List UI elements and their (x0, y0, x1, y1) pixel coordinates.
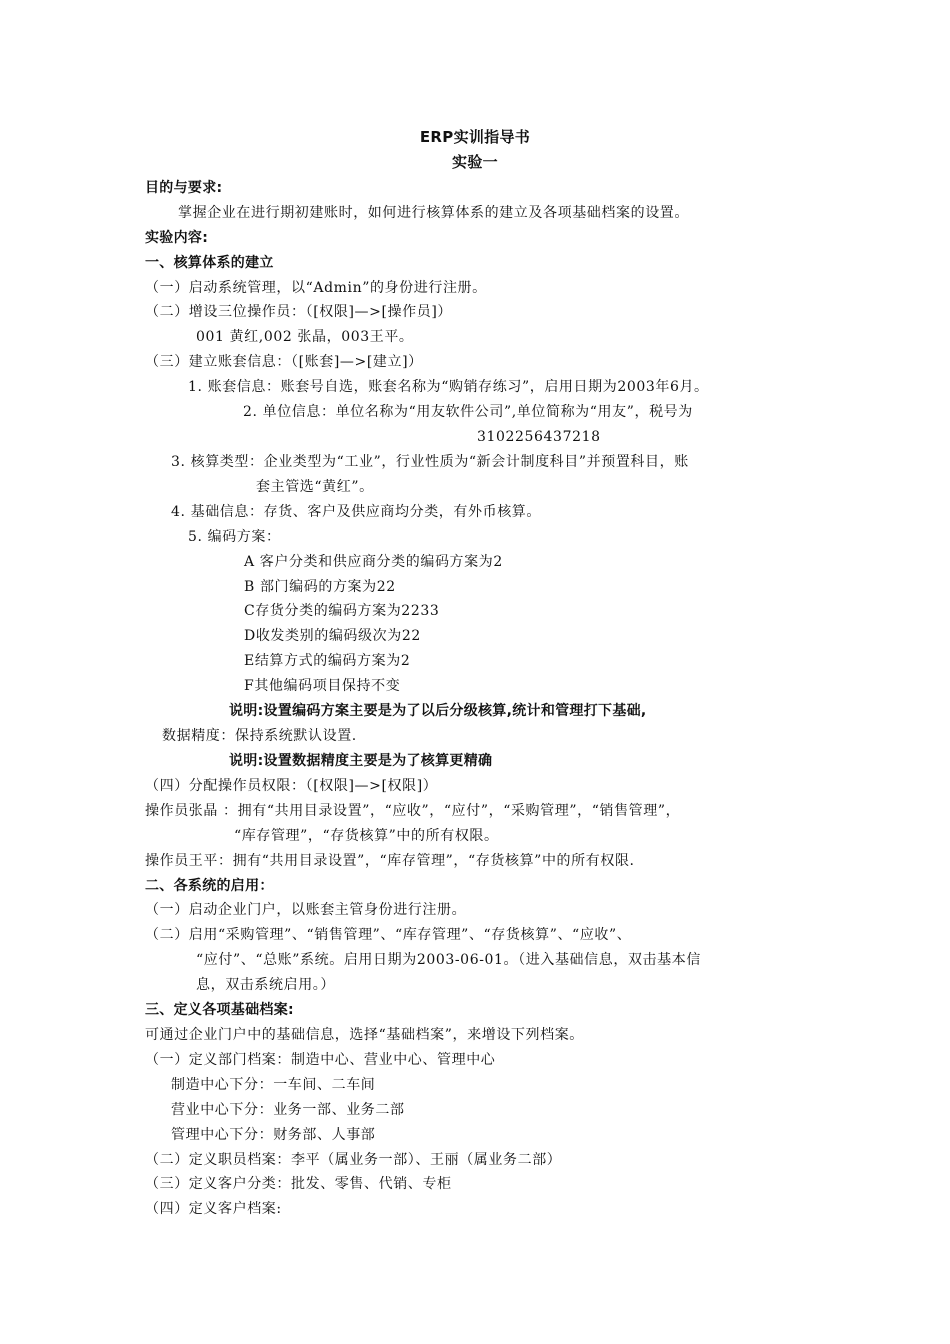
text-line: B 部门编码的方案为22 (244, 579, 396, 595)
text-line: （一）定义部门档案：制造中心、营业中心、管理中心 (145, 1052, 496, 1068)
document-title: ERP实训指导书 (419, 128, 531, 146)
text-line: “应付”、“总账”系统。启用日期为2003-06-01。（进入基础信息，双击基本信 (196, 952, 701, 968)
text-line: 1. 账套信息：账套号自选，账套名称为“购销存练习”，启用日期为2003年6月。 (188, 379, 709, 395)
text-line: 操作员王平：拥有“共用目录设置”，“库存管理”，“存货核算”中的所有权限. (145, 853, 635, 869)
note-line: 说明:设置编码方案主要是为了以后分级核算,统计和管理打下基础, (229, 703, 647, 719)
text-line: 息，双击系统启用。） (196, 977, 335, 993)
text-line: 4. 基础信息：存货、客户及供应商均分类，有外币核算。 (171, 504, 542, 520)
text-line: （二）定义职员档案：李平（属业务一部）、王丽（属业务二部） (145, 1152, 562, 1168)
text-line: 套主管选“黄红”。 (256, 479, 374, 495)
text-line: （三）建立账套信息：（[账套]—>[建立]） (145, 354, 423, 370)
paragraph: 掌握企业在进行期初建账时，如何进行核算体系的建立及各项基础档案的设置。 (178, 205, 689, 221)
text-line: （四）分配操作员权限：（[权限]—>[权限]） (145, 778, 438, 794)
text-line: E结算方式的编码方案为2 (244, 653, 411, 669)
text-line: 数据精度：保持系统默认设置. (162, 728, 357, 744)
text-line: （四）定义客户档案: (145, 1201, 282, 1217)
text-line: A 客户分类和供应商分类的编码方案为2 (244, 554, 503, 570)
text-line: C存货分类的编码方案为2233 (244, 603, 440, 619)
note-line: 说明:设置数据精度主要是为了核算更精确 (229, 753, 493, 769)
document-subtitle: 实验一 (452, 153, 498, 171)
text-line: 制造中心下分：一车间、二车间 (171, 1077, 376, 1093)
section-heading: 一、核算体系的建立 (145, 255, 274, 271)
text-line: D收发类别的编码级次为22 (244, 628, 421, 644)
text-line: F其他编码项目保持不变 (244, 678, 401, 694)
text-line: 营业中心下分：业务一部、业务二部 (171, 1102, 405, 1118)
text-line: 001 黄红,002 张晶，003王平。 (196, 329, 414, 345)
text-line: （二）启用“采购管理”、“销售管理”、“库存管理”、“存货核算”、“应收”、 (145, 927, 632, 943)
text-line: 3102256437218 (477, 429, 601, 445)
section-heading: 三、定义各项基础档案: (145, 1002, 294, 1018)
text-line: 5. 编码方案： (188, 529, 281, 545)
text-line: 可通过企业门户中的基础信息，选择“基础档案”，来增设下列档案。 (145, 1027, 584, 1043)
text-line: （一）启动企业门户，以账套主管身份进行注册。 (145, 902, 467, 918)
section-heading: 实验内容: (145, 230, 209, 246)
text-line: 3. 核算类型：企业类型为“工业”，行业性质为“新会计制度科目”并预置科目，账 (171, 454, 689, 470)
section-heading: 目的与要求: (145, 180, 223, 196)
text-line: （一）启动系统管理，以“Admin”的身份进行注册。 (145, 280, 487, 296)
text-line: 管理中心下分：财务部、人事部 (171, 1127, 376, 1143)
text-line: 操作员张晶 ：拥有“共用目录设置”，“应收”，“应付”，“采购管理”，“销售管理”， (145, 803, 681, 819)
text-line: （三）定义客户分类：批发、零售、代销、专柜 (145, 1176, 452, 1192)
text-line: “库存管理”，“存货核算”中的所有权限。 (234, 828, 499, 844)
text-line: （二）增设三位操作员：（[权限]—>[操作员]） (145, 304, 452, 320)
section-heading: 二、各系统的启用： (145, 878, 274, 894)
text-line: 2. 单位信息：单位名称为“用友软件公司”,单位简称为“用友”，税号为 (243, 404, 693, 420)
